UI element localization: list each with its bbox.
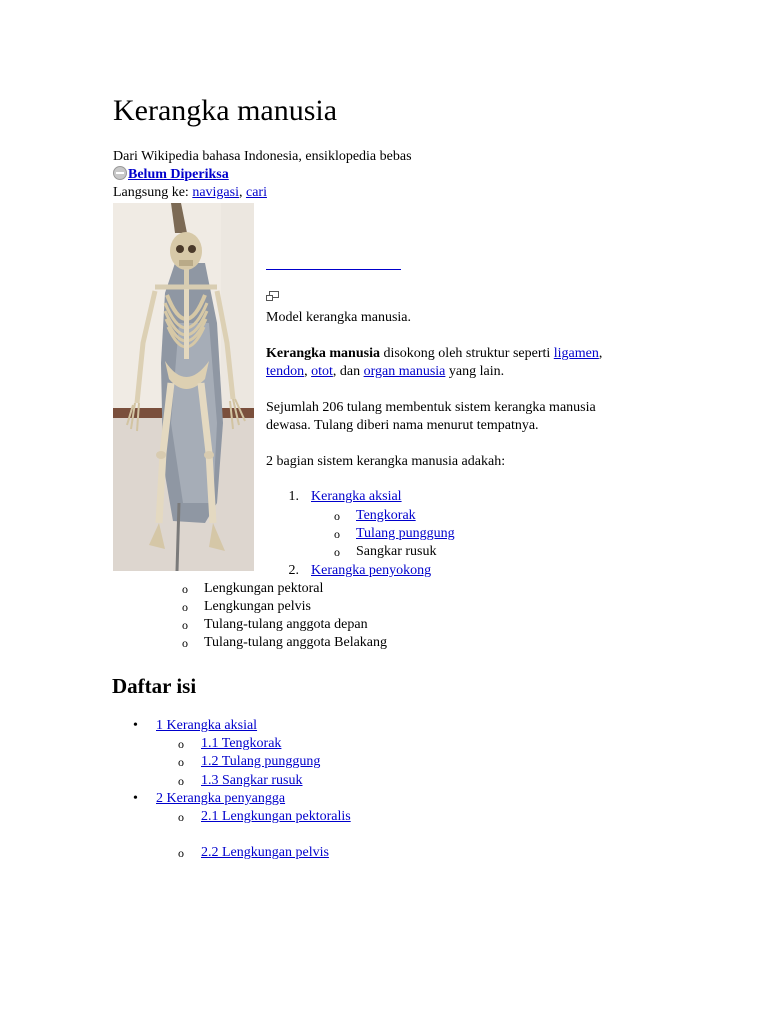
toc-item-2-1[interactable]: 2.1 Lengkungan pektoralis — [201, 809, 351, 824]
list-number: 2. — [288, 563, 299, 578]
review-status[interactable] — [113, 166, 229, 184]
intro-paragraph-1: Kerangka manusia disokong oleh struktur seperti ligamen, tendon, otot, dan organ manusia yang lain. — [266, 346, 603, 379]
circle-bullet-icon: o — [182, 618, 188, 632]
part-axial-link[interactable]: Kerangka aksial — [311, 489, 402, 504]
link-otot[interactable]: otot — [311, 364, 333, 379]
circle-bullet-icon: o — [334, 545, 340, 559]
list-number: 1. — [288, 489, 299, 504]
intro-paragraph-2: Sejumlah 206 tulang membentuk sistem kerangka manusia dewasa. Tulang diberi nama menurut tempatnya. — [266, 400, 596, 433]
disc-bullet-icon: • — [133, 791, 138, 806]
link-organ-manusia[interactable]: organ manusia — [363, 364, 446, 379]
toc-item-2[interactable]: 2 Kerangka penyangga — [156, 791, 286, 806]
circle-bullet-icon: o — [182, 600, 188, 614]
jump-navigation-link[interactable]: navigasi — [192, 185, 239, 200]
jump-to: Langsung ke: navigasi, cari — [113, 185, 267, 200]
part-appendicular-child: Lengkungan pelvis — [204, 599, 311, 614]
toc-item-1-1[interactable]: 1.1 Tengkorak — [201, 736, 282, 751]
disc-bullet-icon: • — [133, 718, 138, 733]
circle-bullet-icon: o — [178, 774, 184, 788]
circle-bullet-icon: o — [182, 582, 188, 596]
enlarge-icon[interactable] — [266, 291, 279, 301]
site-subtitle: Dari Wikipedia bahasa Indonesia, ensiklopedia bebas — [113, 149, 412, 164]
part-appendicular-child: Tulang-tulang anggota depan — [204, 617, 368, 632]
jump-to-label: Langsung ke: — [113, 185, 189, 200]
intro-bold-term: Kerangka manusia — [266, 346, 380, 361]
toc-item-1-2[interactable]: 1.2 Tulang punggung — [201, 754, 321, 769]
circle-bullet-icon: o — [178, 810, 184, 824]
page-title: Kerangka manusia — [113, 94, 338, 127]
link-ligamen[interactable]: ligamen — [553, 346, 599, 361]
review-status-link[interactable]: Belum Diperiksa — [128, 167, 229, 182]
link-tendon[interactable]: tendon — [266, 364, 305, 379]
circle-bullet-icon: o — [178, 846, 184, 860]
caption-divider — [266, 269, 401, 270]
circle-bullet-icon: o — [178, 737, 184, 751]
intro-paragraph-3: 2 bagian sistem kerangka manusia adakah: — [266, 454, 506, 469]
part-axial-child-ribcage: Sangkar rusuk — [356, 544, 437, 559]
unreviewed-icon — [113, 166, 127, 180]
circle-bullet-icon: o — [334, 527, 340, 541]
part-appendicular-link[interactable]: Kerangka penyokong — [311, 563, 432, 578]
toc-item-1[interactable]: 1 Kerangka aksial — [156, 718, 258, 733]
circle-bullet-icon: o — [182, 636, 188, 650]
toc-heading: Daftar isi — [112, 674, 197, 698]
skeleton-photo[interactable] — [113, 203, 254, 571]
circle-bullet-icon: o — [334, 509, 340, 523]
circle-bullet-icon: o — [178, 755, 184, 769]
toc-item-2-2[interactable]: 2.2 Lengkungan pelvis — [201, 845, 329, 860]
part-axial-child-skull[interactable]: Tengkorak — [356, 508, 416, 523]
part-axial-child-spine[interactable]: Tulang punggung — [356, 526, 455, 541]
figure-caption: Model kerangka manusia. — [266, 310, 412, 325]
part-appendicular-child: Lengkungan pektoral — [204, 581, 324, 596]
part-appendicular-child: Tulang-tulang anggota Belakang — [204, 635, 388, 650]
jump-search-link[interactable]: cari — [245, 185, 267, 200]
toc-item-1-3[interactable]: 1.3 Sangkar rusuk — [201, 773, 303, 788]
